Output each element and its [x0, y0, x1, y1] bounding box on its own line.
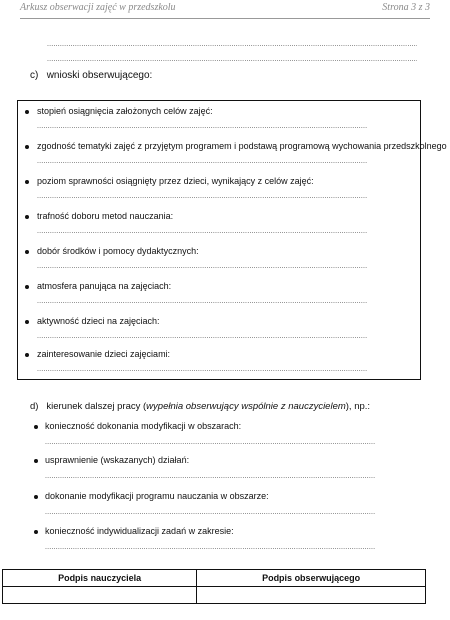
section-d-title-start: kierunek dalszej pracy ( — [46, 401, 147, 412]
fill-line — [47, 57, 417, 63]
fill-line — [45, 510, 375, 516]
list-item — [17, 526, 417, 562]
bullet-icon — [25, 110, 29, 114]
observer-signature-field[interactable] — [197, 587, 426, 604]
fill-line — [37, 299, 367, 305]
bullet-icon — [34, 495, 38, 499]
bullet-icon — [25, 320, 29, 324]
section-c-marker: c) — [30, 70, 39, 81]
bullet-icon — [25, 180, 29, 184]
document-title: Arkusz obserwacji zajęć w przedszkolu — [20, 2, 176, 13]
observer-signature-header: Podpis obserwującego — [197, 570, 426, 587]
section-d-marker: d) — [30, 401, 39, 412]
conclusions-box — [17, 100, 447, 380]
signature-header-row — [3, 570, 426, 587]
fill-line — [45, 474, 375, 480]
page-number: Strona 3 z 3 — [382, 2, 430, 13]
section-c-heading — [30, 70, 152, 81]
list-item — [17, 491, 417, 527]
bullet-icon — [25, 285, 29, 289]
teacher-signature-header: Podpis nauczyciela — [3, 570, 197, 587]
list-item — [17, 421, 417, 457]
bullet-icon — [25, 145, 29, 149]
item-label: poziom sprawności osiągnięty przez dzieci, wynikający z celów zajęć: — [37, 176, 314, 186]
fill-line — [37, 367, 367, 373]
teacher-signature-field[interactable] — [3, 587, 197, 604]
list-item — [18, 211, 420, 245]
list-item — [18, 281, 420, 315]
section-d-title-end: ), np.: — [345, 401, 371, 412]
fill-line — [37, 194, 367, 200]
page-header — [20, 2, 430, 19]
list-item — [18, 106, 420, 140]
fill-line — [45, 545, 375, 551]
bullet-icon — [25, 353, 29, 357]
list-item — [18, 141, 447, 175]
item-label: konieczność dokonania modyfikacji w obszarach: — [45, 421, 242, 431]
list-item — [18, 349, 420, 383]
item-label: konieczność indywidualizacji zadań w zakresie: — [45, 526, 234, 536]
section-c-title: wnioski obserwującego: — [46, 70, 153, 81]
item-label: atmosfera panująca na zajęciach: — [37, 281, 172, 291]
signature-row — [3, 587, 426, 604]
fill-line — [37, 264, 367, 270]
fill-line — [37, 334, 367, 340]
section-d-title-italic: wypełnia obserwujący wspólnie z nauczycielem — [146, 401, 346, 412]
item-label: stopień osiągnięcia założonych celów zajęć: — [37, 106, 213, 116]
bullet-icon — [25, 250, 29, 254]
bullet-icon — [34, 459, 38, 463]
list-item — [18, 176, 420, 210]
fill-line — [37, 229, 367, 235]
signature-table — [2, 569, 426, 604]
fill-line — [37, 124, 367, 130]
item-label: aktywność dzieci na zajęciach: — [37, 316, 160, 326]
list-item — [17, 455, 417, 491]
bullet-icon — [34, 530, 38, 534]
fill-line — [47, 42, 417, 48]
fill-line — [37, 159, 367, 165]
list-item — [18, 246, 420, 280]
section-d-heading — [30, 401, 370, 412]
item-label: zgodność tematyki zajęć z przyjętym programem i podstawą programową wychowania przedszkolnego — [37, 141, 447, 151]
list-item — [18, 316, 420, 350]
bullet-icon — [34, 425, 38, 429]
item-label: trafność doboru metod nauczania: — [37, 211, 174, 221]
item-label: zainteresowanie dzieci zajęciami: — [37, 349, 171, 359]
item-label: usprawnienie (wskazanych) działań: — [45, 455, 190, 465]
bullet-icon — [25, 215, 29, 219]
item-label: dokonanie modyfikacji programu nauczania w obszarze: — [45, 491, 269, 501]
fill-line — [45, 440, 375, 446]
item-label: dobór środków i pomocy dydaktycznych: — [37, 246, 199, 256]
